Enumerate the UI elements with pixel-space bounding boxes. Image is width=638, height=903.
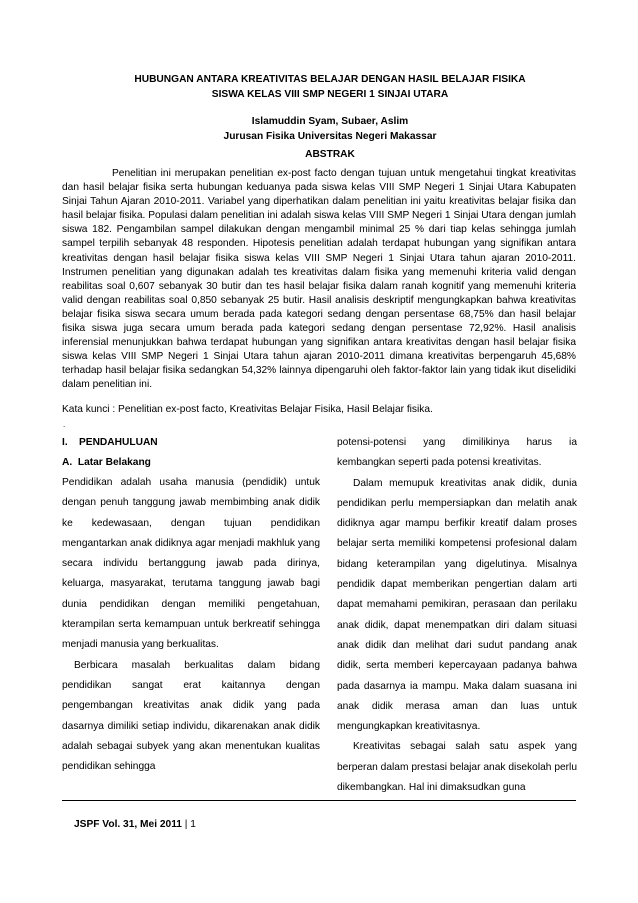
paper-title-line-2: SISWA KELAS VIII SMP NEGERI 1 SINJAI UTARA: [211, 89, 449, 100]
section-heading: I. PENDAHULUAN: [62, 437, 158, 448]
left-paragraph-2: Berbicara masalah berkualitas dalam bidang pendidikan sangat erat kaitannya dengan pengembangan kreativitas anak didik yang pada dasarnya dimiliki setiap individu, dikarenakan anak didik adalah sebagai subyek yang akan menentukan kualitas pendidikan sehingga: [62, 659, 320, 773]
footer-rule: [62, 800, 576, 801]
right-paragraph-3: Kreativitas sebagai salah satu aspek yang berperan dalam prestasi belajar anak disekolah perlu dikembangkan. Hal ini dimaksudkan guna: [337, 741, 577, 794]
left-paragraph-1: Pendidikan adalah usaha manusia (pendidik) untuk dengan penuh tanggung jawab membimbing anak didik ke kedewasaan, dengan tujuan pendidikan mengantarkan anak didiknya agar menjadi makhluk yang secara individu bertanggung jawab pada dirinya, keluarga, masyarakat, terutama tanggung jawab bagi dunia pendidikan dengan memiliki pengetahuan, kterampilan serta kemampuan untuk berkreatif sehingga menjadi manusia yang berkualitas.: [62, 477, 320, 651]
subsection-heading: A. Latar Belakang: [62, 457, 151, 468]
abstract-text: Penelitian ini merupakan penelitian ex-post facto dengan tujuan untuk mengetahui tingkat kreativitas dan hasil belajar fisika serta hubungan keduanya pada siswa kelas VIII SMP Negeri 1 Sinjai Utara Kabupaten Sinjai Tahun Ajaran 2010-2011. Variabel yang diperhatikan dalam penelitian ini yaitu kreativitas belajar fisika dan hasil belajar fisika. Populasi dalam penelitian ini adalah siswa kelas VIII SMP Negeri 1 Sinjai Utara dengan jumlah siswa 182. Pengambilan sampel dilakukan dengan mengambil minimal 25 % dari tiap kelas sehingga jumlah sampel terpilih sebanyak 48 responden. Hipotesis penelitian adalah terdapat hubungan yang signifikan antara kreativitas dengan hasil belajar fisika siswa kelas VIII SMP Negeri 1 Sinjai Utara tahun ajaran 2010-2011. Instrumen penelitian yang digunakan adalah tes kreativitas dalam fisika yang memenuhi kriteria valid dengan reabilitas soal 0,607 sebanyak 30 butir dan tes hasil belajar fisika dalam ranah kognitif yang memenuhi kriteria valid dengan reabilitas soal 0,850 sebanyak 25 butir. Hasil analisis deskriptif mengungkapkan bahwa kreativitas belajar fisika siswa secara umum berada pada kategori sedang dengan persentase 68,75% dan hasil belajar fisika siswa juga secara umum berada pada kategori sedang dengan persentase 72,92%. Hasil analisis inferensial menunjukkan bahwa terdapat hubungan yang signifikan antara kreativitas dengan hasil belajar fisika siswa kelas VIII SMP Negeri 1 Sinjai Utara tahun ajaran 2010-2011 dimana kreativitas berpengaruh 45,68% terhadap hasil belajar fisika sedangkan 54,32% lainnya dipengaruhi oleh faktor-faktor lain yang tidak ikut diselidiki dalam penelitian ini.: [62, 168, 576, 391]
right-paragraph-1: potensi-potensi yang dimilikinya harus ia kembangkan seperti pada potensi kreativitas.: [337, 437, 577, 469]
stray-marker: .: [63, 420, 66, 429]
right-column: [337, 433, 577, 798]
right-paragraph-2: Dalam memupuk kreativitas anak didik, dunia pendidikan perlu mempersiapkan dan melatih anak didiknya agar mampu berfikir kreatif dalam proses belajar serta memiliki kompetensi profesional dalam bidang keterampilan yang digelutinya. Misalnya pendidik dapat memberikan pengertian dalam arti dapat memahami pemikiran, perasaan dan perilaku anak didik, dapat menempatkan diri dalam situasi anak didik dan melihat dari sudut pandang anak didik, serta memberi kepercayaan padanya bahwa pada dasarnya ia mampu. Maka dalam suasana ini anak didik merasa aman dan luas untuk mengungkapkan kreativitasnya.: [337, 477, 577, 733]
author-affiliation: Jurusan Fisika Universitas Negeri Makassar: [223, 131, 437, 142]
footer-journal: JSPF Vol. 31, Mei 2011: [74, 819, 182, 830]
left-column: [62, 433, 320, 777]
paper-title: [80, 72, 580, 102]
abstract-heading: ABSTRAK: [305, 149, 355, 160]
author-block: [80, 114, 580, 144]
footer-page-number: 1: [190, 819, 196, 830]
page-footer: [74, 819, 196, 830]
footer-separator: |: [181, 819, 191, 830]
author-names: Islamuddin Syam, Subaer, Aslim: [251, 116, 409, 127]
paper-title-line-1: HUBUNGAN ANTARA KREATIVITAS BELAJAR DENGAN HASIL BELAJAR FISIKA: [134, 74, 526, 85]
keywords: Kata kunci : Penelitian ex-post facto, Kreativitas Belajar Fisika, Hasil Belajar fisika.: [62, 404, 433, 415]
